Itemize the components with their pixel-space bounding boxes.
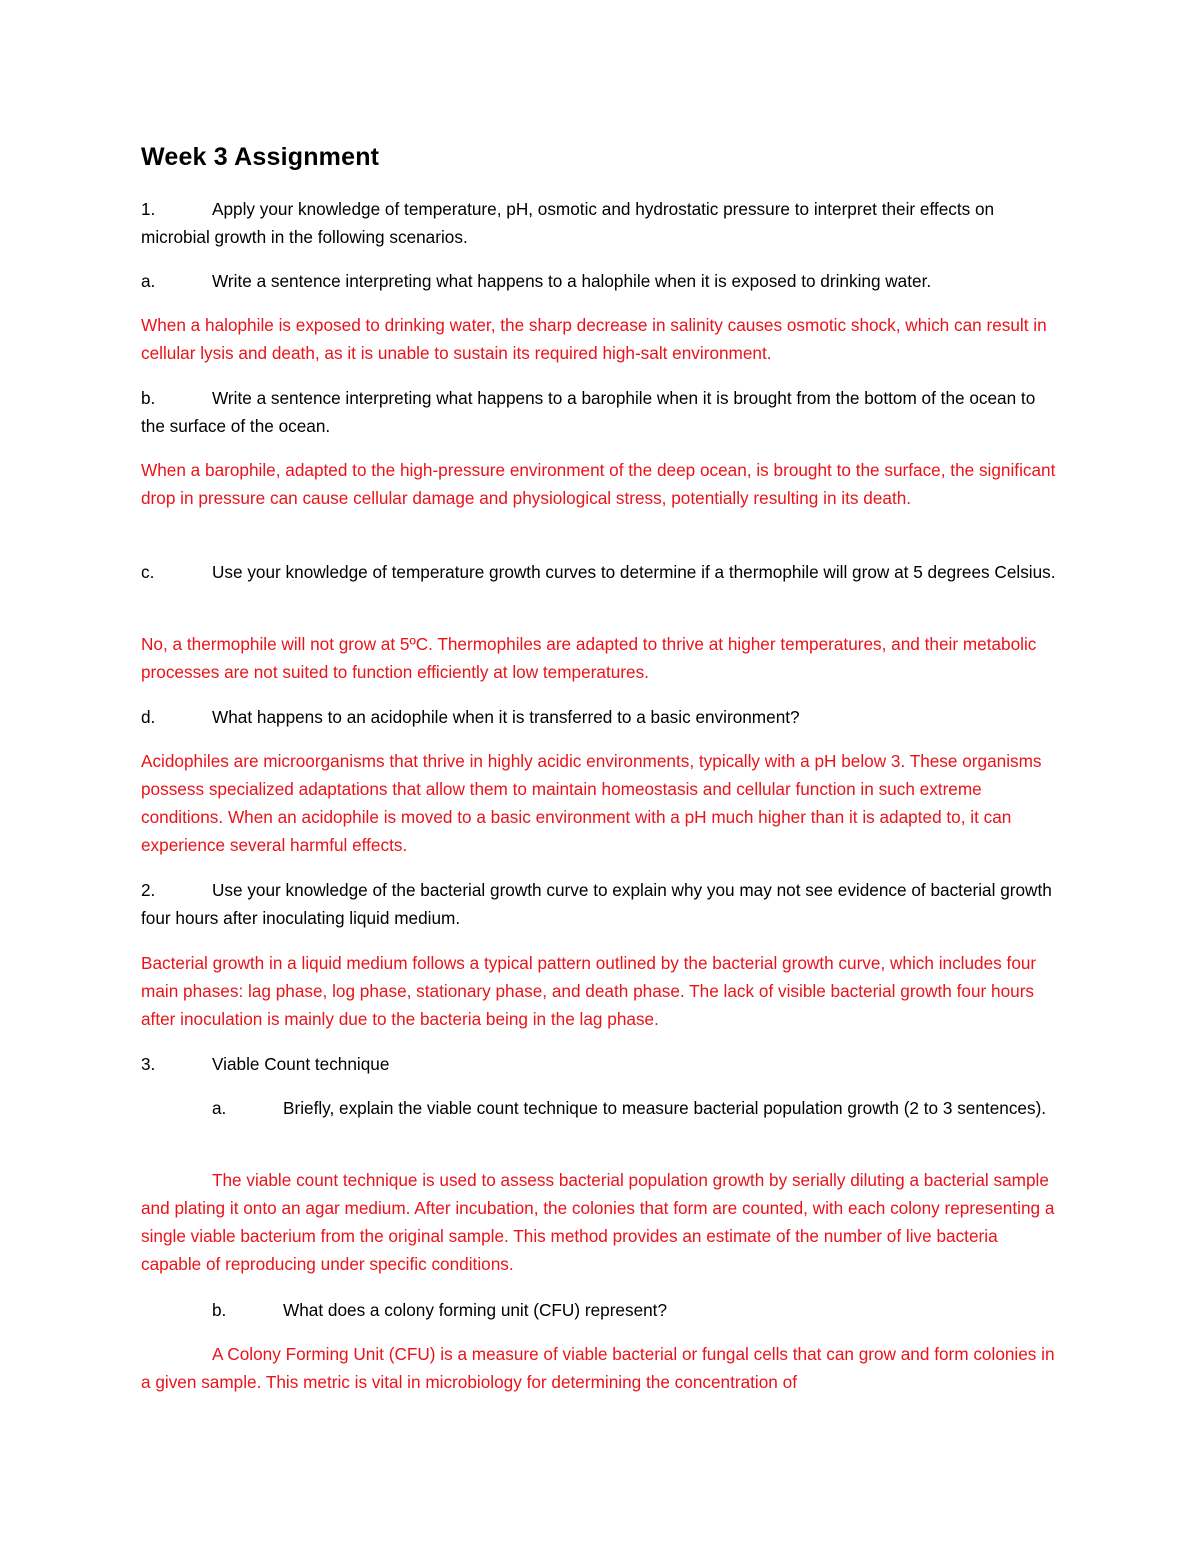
question-text: Use your knowledge of temperature growth curves to determine if a thermophile will grow at 5 degrees Celsius. [212,562,1056,582]
question-1 [141,195,1056,251]
answer-1a: When a halophile is exposed to drinking water, the sharp decrease in salinity causes osmotic shock, which can result in cellular lysis and death, as it is unable to sustain its required high-salt environment. [141,315,1047,363]
answer-1c: No, a thermophile will not grow at 5ºC. Thermophiles are adapted to thrive at higher temperatures, and their metabolic processes are not suited to function efficiently at low temperatures. [141,634,1037,682]
question-number: 1. [141,199,156,219]
answer-2: Bacterial growth in a liquid medium follows a typical pattern outlined by the bacterial growth curve, which includes four main phases: lag phase, log phase, stationary phase, and death phase. The lack of visible bacterial growth four hours after inoculation is mainly due to the bacteria being in the lag phase. [141,953,1037,1029]
question-2 [141,876,1056,932]
answer-1d: Acidophiles are microorganisms that thrive in highly acidic environments, typically with a pH below 3. These organisms possess specialized adaptations that allow them to maintain homeostasis and cellular function in such extreme conditions. When an acidophile is moved to a basic environment with a pH much higher than it is adapted to, it can experience several harmful effects. [141,751,1042,855]
question-letter: b. [141,388,156,408]
question-text: Viable Count technique [212,1054,390,1074]
answer-3a: The viable count technique is used to assess bacterial population growth by serially diluting a bacterial sample and plating it onto an agar medium. After incubation, the colonies that form are counted, with each colony representing a single viable bacterium from the original sample. This method provides an estimate of the number of live bacteria capable of reproducing under specific conditions. [141,1170,1055,1274]
answer-1b: When a barophile, adapted to the high-pressure environment of the deep ocean, is brought to the surface, the significant drop in pressure can cause cellular damage and physiological stress, potentially resulting in its death. [141,460,1056,508]
question-text: What does a colony forming unit (CFU) represent? [283,1300,668,1320]
question-1d [141,703,1056,731]
question-letter: a. [212,1098,227,1118]
page-title: Week 3 Assignment [141,143,380,171]
question-text: Write a sentence interpreting what happens to a halophile when it is exposed to drinking water. [212,271,932,291]
question-number: 2. [141,880,156,900]
question-text: Apply your knowledge of temperature, pH, osmotic and hydrostatic pressure to interpret their effects on microbial growth in the following scenarios. [141,199,995,247]
question-text: What happens to an acidophile when it is transferred to a basic environment? [212,707,800,727]
question-text: Write a sentence interpreting what happens to a barophile when it is brought from the bottom of the ocean to the surface of the ocean. [141,388,1036,436]
question-3a [141,1094,1056,1122]
question-1a [141,267,1056,295]
answer-3b: A Colony Forming Unit (CFU) is a measure of viable bacterial or fungal cells that can grow and form colonies in a given sample. This metric is vital in microbiology for determining the concentration of [141,1344,1055,1392]
question-text: Briefly, explain the viable count technique to measure bacterial population growth (2 to 3 sentences). [283,1098,1047,1118]
question-number: 3. [141,1054,156,1074]
question-letter: b. [212,1300,227,1320]
question-letter: d. [141,707,156,727]
question-1b [141,384,1056,440]
question-letter: a. [141,271,156,291]
question-1c [141,558,1056,586]
question-3b [141,1296,1056,1324]
question-letter: c. [141,562,155,582]
question-text: Use your knowledge of the bacterial growth curve to explain why you may not see evidence of bacterial growth four hours after inoculating liquid medium. [141,880,1052,928]
question-3 [141,1050,1056,1078]
